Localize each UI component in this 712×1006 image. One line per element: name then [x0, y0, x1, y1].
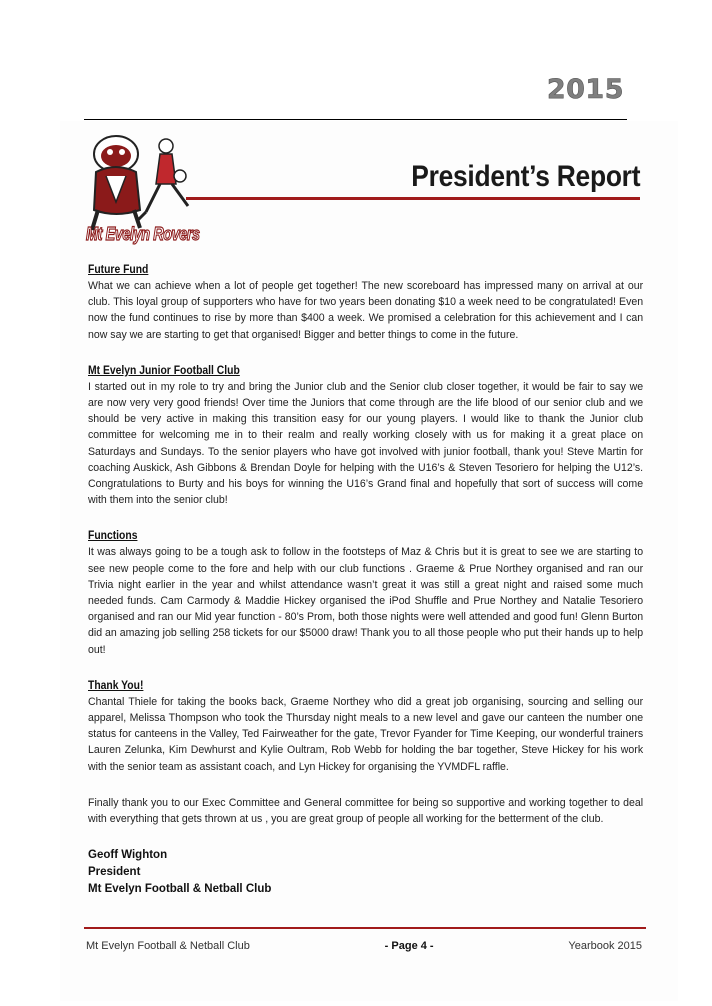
section-body: Chantal Thiele for taking the books back, Graeme Northey who did a great job organising, sourcing and selling our apparel, Melissa Thompson who took the Thursday night meals to a new level and gave our canteen the number one status for canteens in the Valley, Ted Fairweather for the gate, Trevor Fyander for Time Keeping, our wonderful trainers Lauren Zelunka, Kim Dewhurst and Kylie Oultram, Rob Webb for holding the bar together, Steve Hickey for his work with the senior team as assistant coach, and Lyn Hickey for organising the YVMDFL raffle.	[88, 695, 644, 773]
closing-paragraph: Finally thank you to our Exec Committee and General committee for being so supportive and working together to deal with everything that gets thrown at us , you are great group of people all working for the betterment of the club.	[88, 796, 644, 826]
header-divider	[84, 119, 627, 120]
signoff-role: President	[88, 866, 141, 879]
page-footer	[86, 940, 642, 952]
section-thank-you	[88, 678, 644, 775]
title-underline	[186, 197, 640, 200]
section-body: What we can achieve when a lot of people get together! The new scoreboard has impressed many on arrival at our club. This loyal group of supporters who have for two years been donating $10 a week need to be congratulated! Even now the fund continues to rise by more than $400 a week. We promised a celebration for this achievement and I can now say we are starting to get that organised! Bigger and better things to come in the future.	[88, 280, 644, 341]
footer-club-name: Mt Evelyn Football & Netball Club	[86, 940, 250, 952]
signoff-organisation: Mt Evelyn Football & Netball Club	[88, 883, 272, 896]
signoff-name: Geoff Wighton	[88, 849, 168, 862]
section-heading: Mt Evelyn Junior Football Club	[88, 364, 240, 377]
report-body	[88, 262, 644, 898]
page-number: - Page 4 -	[384, 940, 434, 952]
section-functions	[88, 528, 644, 657]
netball-player-icon	[138, 139, 188, 220]
rover-mascot-icon	[92, 136, 140, 230]
section-body: It was always going to be a tough ask to follow in the footsteps of Maz & Chris but it is great to see we are starting to see new people come to the fore and help with our club functions . Graeme & Prue Northey organised and ran our Trivia night earlier in the year and whilst attendance wasn’t great it was still a great night and raised some much needed funds. Cam Carmody & Maddie Hickey organised the iPod Shuffle and Prue Northey and Natalie Tesoriero organised and ran our Mid year function - 80’s Prom, both those nights were well attended and good fun! Glenn Burton did an amazing job selling 258 tickets for our $5000 draw! Thank you to all those people who put their hands up to help out!	[88, 546, 644, 656]
footer-yearbook: Yearbook 2015	[568, 940, 642, 952]
club-logo-text: Mt Evelyn Rovers	[86, 224, 200, 244]
section-heading: Future Fund	[88, 264, 149, 276]
section-body: I started out in my role to try and bring the Junior club and the Senior club closer together, it would be fair to say we are now very very good friends! Over time the Juniors that come through are the life blood of our senior club and we should be very active in making this transition easy for our young players. I would like to thank the Junior club committee for welcoming me in to their realm and really working closely with us for making it a great place on Saturdays and Sundays. To the senior players who have got involved with junior football, thank you! Steve Martin for coaching Auskick, Ash Gibbons & Brendan Doyle for helping with the U16’s & Steven Tesoriero for helping the U12’s. Congratulations to Burty and his boys for winning the U16’s Grand final and hopefully that sort of success will come with them into the senior club!	[88, 380, 644, 507]
footer-divider	[84, 927, 646, 929]
section-heading: Functions	[88, 530, 138, 543]
section-heading: Thank You!	[88, 679, 144, 692]
year-heading: 2015	[546, 74, 624, 105]
section-junior-club	[88, 363, 644, 509]
page-title: President’s Report	[410, 160, 640, 193]
signoff-block	[88, 847, 644, 898]
section-future-fund	[88, 262, 644, 343]
